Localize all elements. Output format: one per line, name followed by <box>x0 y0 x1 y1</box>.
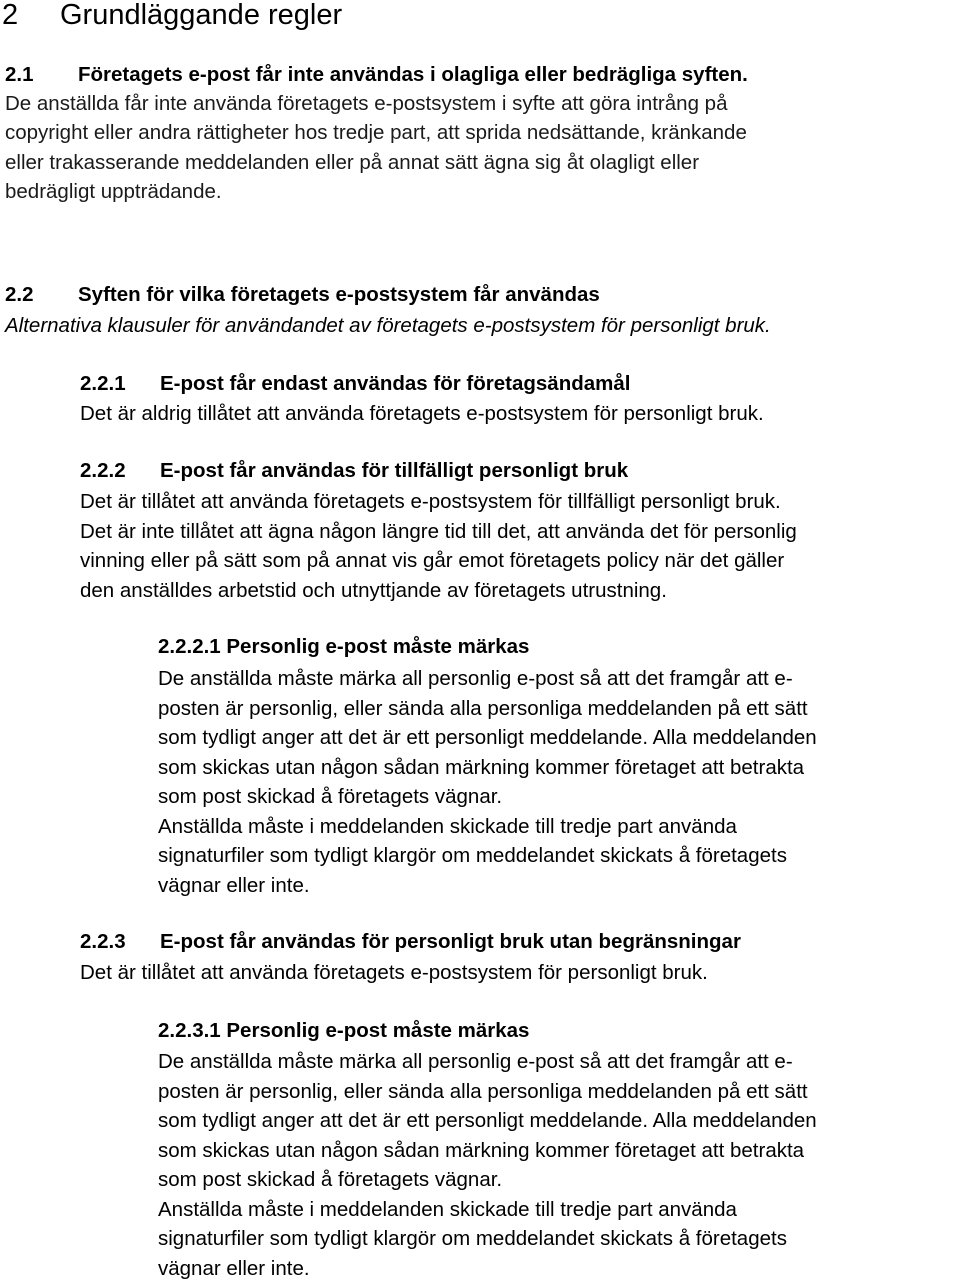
paragraph-line: vinning eller på sätt som på annat vis går emot företagets policy när det gäller <box>80 549 785 572</box>
paragraph-line: som skickas utan någon sådan märkning kommer företaget att betrakta <box>158 755 805 779</box>
subsection-2-2-2-heading <box>80 456 628 486</box>
paragraph-line: copyright eller andra rättigheter hos tredje part, att sprida nedsättande, kränkande <box>5 121 747 145</box>
subsection-title: Syften för vilka företagets e-postsystem får användas <box>78 283 600 306</box>
section-title: Grundläggande regler <box>60 0 343 31</box>
subsection-2-2-1-heading <box>80 369 630 399</box>
paragraph-line: Det är aldrig tillåtet att använda företagets e-postsystem för personligt bruk. <box>80 402 764 425</box>
paragraph-line: signaturfiler som tydligt klargör om meddelandet skickats å företagets <box>158 1227 787 1250</box>
paragraph-line: bedrägligt uppträdande. <box>5 180 222 204</box>
paragraph-line: Anställda måste i meddelanden skickade till tredje part använda <box>158 1197 737 1221</box>
paragraph-line: Det är tillåtet att använda företagets e-postsystem för personligt bruk. <box>80 961 708 984</box>
paragraph-line: Anställda måste i meddelanden skickade till tredje part använda <box>158 814 737 838</box>
paragraph-line: som tydligt anger att det är ett personligt meddelande. Alla meddelanden <box>158 1109 817 1132</box>
subsection-title: E-post får användas för tillfälligt personligt bruk <box>160 459 629 482</box>
subsection-number: 2.2 <box>5 283 34 306</box>
section-number: 2 <box>2 0 19 31</box>
subsection-2-2-2-1-heading: 2.2.2.1 Personlig e-post måste märkas <box>158 635 530 658</box>
subsection-2-2-2-body <box>80 487 797 605</box>
paragraph-line: De anställda måste märka all personlig e-post så att det framgår att e- <box>158 1050 793 1073</box>
subsection-title: E-post får användas för personligt bruk utan begränsningar <box>160 930 741 953</box>
subsection-title: E-post får endast användas för företagsändamål <box>160 372 631 395</box>
subsection-number: 2.2.1 <box>80 372 126 395</box>
subsection-2-1-heading <box>5 60 748 90</box>
subsection-number: 2.2.3 <box>80 930 126 953</box>
paragraph-line: vägnar eller inte. <box>158 1256 310 1280</box>
subsection-2-2-3-1-heading: 2.2.3.1 Personlig e-post måste märkas <box>158 1019 530 1042</box>
paragraph-line: De anställda måste märka all personlig e-post så att det framgår att e- <box>158 667 793 690</box>
subsection-2-2-3-heading <box>80 927 741 957</box>
subsection-2-2-1-body <box>80 399 764 429</box>
paragraph-line: eller trakasserande meddelanden eller på annat sätt ägna sig åt olagligt eller <box>5 150 700 174</box>
paragraph-line: som post skickad å företagets vägnar. <box>158 785 503 808</box>
subsection-number: 2.2.2 <box>80 459 126 482</box>
subsection-2-2-3-1-body <box>158 1047 817 1283</box>
paragraph-line: som skickas utan någon sådan märkning kommer företaget att betrakta <box>158 1138 805 1162</box>
subsection-number: 2.1 <box>5 63 34 86</box>
paragraph-line: Det är tillåtet att använda företagets e-postsystem för tillfälligt personligt bruk. <box>80 490 781 513</box>
paragraph-line: signaturfiler som tydligt klargör om meddelandet skickats å företagets <box>158 844 787 867</box>
subsection-2-2-3-body <box>80 958 708 988</box>
paragraph-line: Det är inte tillåtet att ägna någon längre tid till det, att använda det för personlig <box>80 519 797 543</box>
paragraph-line: posten är personlig, eller sända alla personliga meddelanden på ett sätt <box>158 1079 808 1103</box>
subsection-2-2-2-1-body <box>158 664 817 900</box>
subsection-2-2-heading <box>5 280 600 310</box>
subsection-2-2-subtitle: Alternativa klausuler för användandet av företagets e-postsystem för personligt bruk. <box>5 314 771 337</box>
paragraph-line: De anställda får inte använda företagets e-postsystem i syfte att göra intrång på <box>5 92 728 115</box>
paragraph-line: posten är personlig, eller sända alla personliga meddelanden på ett sätt <box>158 696 808 720</box>
subsection-2-1-body <box>5 89 747 207</box>
section-heading <box>2 0 342 32</box>
paragraph-line: som tydligt anger att det är ett personligt meddelande. Alla meddelanden <box>158 726 817 749</box>
subsection-title: Företagets e-post får inte användas i olagliga eller bedrägliga syften. <box>78 63 748 86</box>
paragraph-line: vägnar eller inte. <box>158 873 310 897</box>
paragraph-line: den anställdes arbetstid och utnyttjande av företagets utrustning. <box>80 578 667 602</box>
paragraph-line: som post skickad å företagets vägnar. <box>158 1168 503 1191</box>
